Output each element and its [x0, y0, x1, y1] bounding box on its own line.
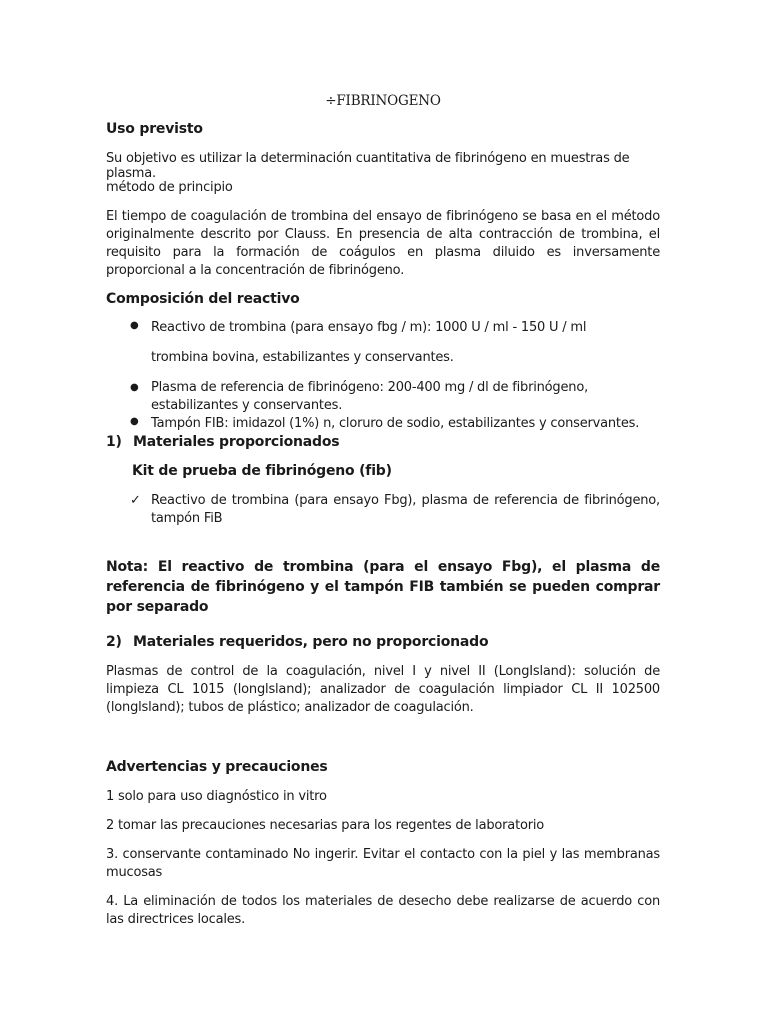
uso-text: Su objetivo es utilizar la determinación cuantitativa de fibrinógeno en muestras de plasma.	[106, 151, 630, 181]
materiales-number: 1)	[106, 434, 122, 450]
requeridos-text: Plasmas de control de la coagulación, nivel I y nivel II (LongIsland): solución de limpieza CL 1015 (longlsland); analizador de coagulación limpiador CL II 102500 (longlsland); tubos de plástico; analizador de coagulación.	[106, 664, 660, 715]
composicion-item-3	[130, 416, 660, 431]
materiales-check-item	[130, 492, 660, 528]
advertencia-1: 1 solo para uso diagnóstico in vitro	[106, 789, 327, 804]
composicion-item-1-cont: trombina bovina, estabilizantes y conservantes.	[151, 350, 454, 365]
materiales-heading: Materiales proporcionados	[133, 434, 340, 450]
document-title: ÷FIBRINOGENO	[325, 93, 441, 109]
requeridos-number: 2)	[106, 634, 122, 650]
nota-text: Nota: El reactivo de trombina (para el ensayo Fbg), el plasma de referencia de fibrinógeno y el tampón FIB también se pueden comprar por separado	[106, 559, 660, 615]
bullet-icon: ●	[130, 416, 139, 427]
composicion-item-2-text: Plasma de referencia de fibrinógeno: 200-400 mg / dl de fibrinógeno, estabilizantes y conservantes.	[151, 380, 589, 413]
advertencia-3: 3. conservante contaminado No ingerir. Evitar el contacto con la piel y las membranas mucosas	[106, 847, 660, 880]
bullet-icon: ●	[130, 320, 139, 331]
requeridos-heading: Materiales requeridos, pero no proporcionado	[133, 634, 489, 650]
advertencia-2: 2 tomar las precauciones necesarias para los regentes de laboratorio	[106, 818, 545, 833]
bullet-icon: ●	[130, 382, 139, 393]
metodo-heading: método de principio	[106, 180, 233, 195]
composicion-heading: Composición del reactivo	[106, 291, 300, 307]
checkmark-icon: ✓	[130, 493, 141, 508]
composicion-item-2	[130, 379, 660, 415]
uso-heading: Uso previsto	[106, 121, 203, 137]
advertencias-heading: Advertencias y precauciones	[106, 759, 328, 775]
advertencia-4: 4. La eliminación de todos los materiales de desecho debe realizarse de acuerdo con las directrices locales.	[106, 894, 660, 927]
composicion-item-1-text: Reactivo de trombina (para ensayo fbg / m): 1000 U / ml - 150 U / ml	[151, 320, 587, 335]
composicion-item-3-text: Tampón FIB: imidazol (1%) n, cloruro de sodio, estabilizantes y conservantes.	[151, 416, 640, 431]
kit-heading: Kit de prueba de fibrinógeno (fib)	[132, 463, 392, 479]
metodo-text: El tiempo de coagulación de trombina del ensayo de fibrinógeno se basa en el método originalmente descrito por Clauss. En presencia de alta contracción de trombina, el requisito para la formación de coágulos en plasma diluido es inversamente proporcional a la concentración de fibrinógeno.	[106, 209, 660, 278]
materiales-check-item-text: Reactivo de trombina (para ensayo Fbg), plasma de referencia de fibrinógeno, tampón FiB	[151, 493, 660, 526]
composicion-item-1	[130, 320, 660, 335]
